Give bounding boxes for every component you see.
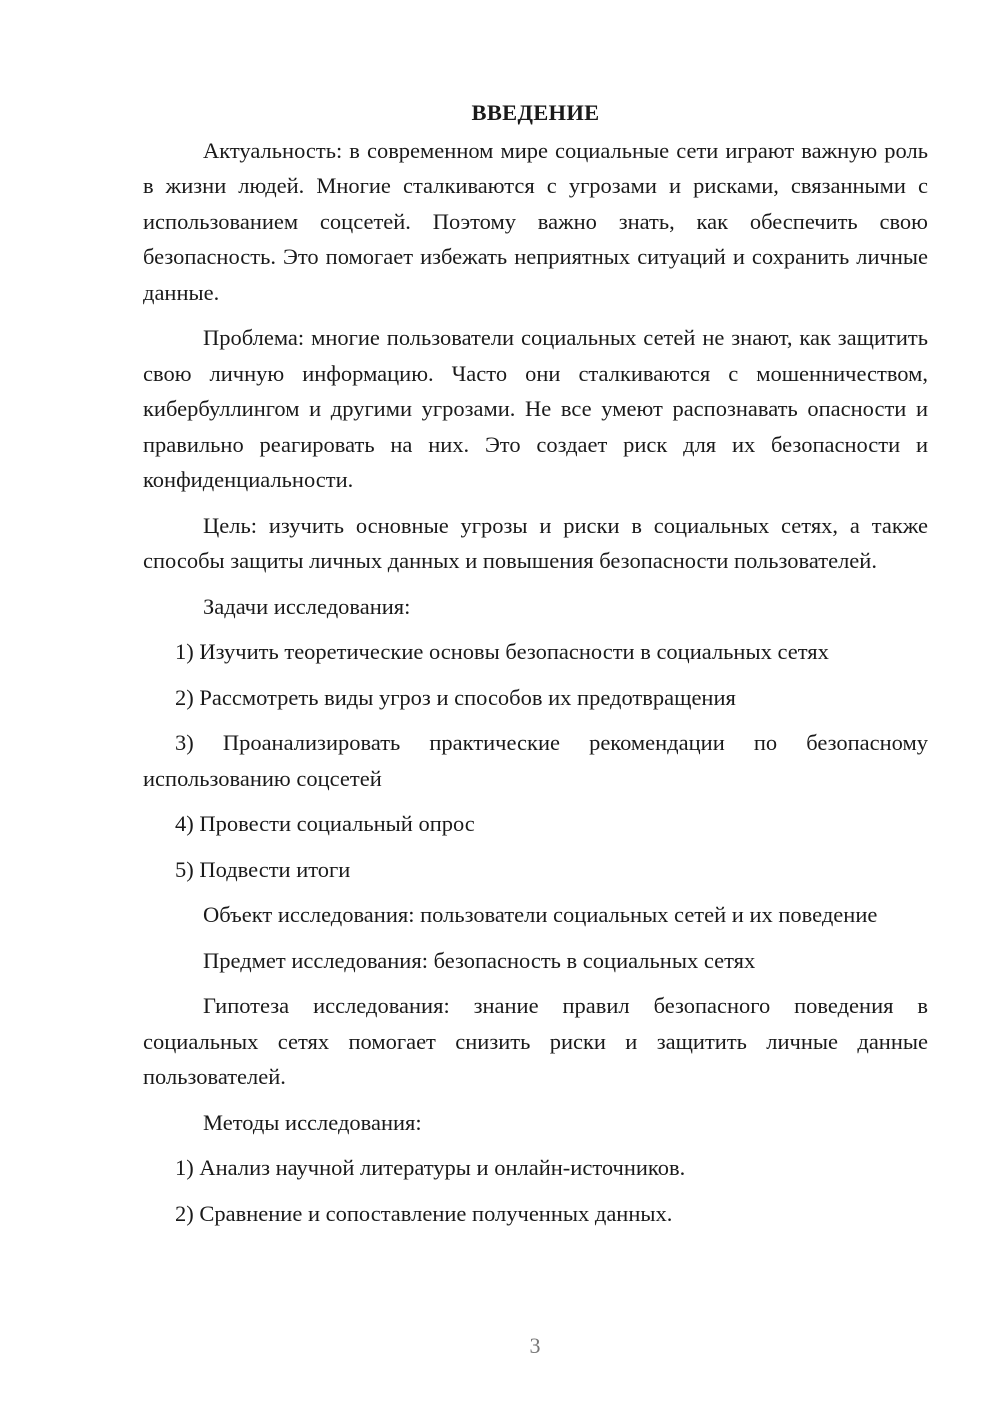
paragraph-goal: Цель: изучить основные угрозы и риски в социальных сетях, а также способы защиты личных данных и повышения безопасности пользователей. bbox=[143, 512, 928, 573]
paragraph-hypothesis: Гипотеза исследования: знание правил безопасного поведения в социальных сетях помогает снизить риски и защитить личные данные пользователей. bbox=[143, 993, 928, 1089]
paragraph-problem: Проблема: многие пользователи социальных сетей не знают, как защитить свою личную информацию. Часто они сталкиваются с мошенничеством, кибербуллингом и другими угрозами. Не все умеют распознавать опасности и правильно реагировать на них. Это создает риск для их безопасности и конфиденциальности. bbox=[143, 325, 928, 492]
paragraph-subject: Предмет исследования: безопасность в социальных сетях bbox=[203, 947, 756, 973]
page-number: 3 bbox=[529, 1333, 541, 1358]
task-item-2: 2) Рассмотреть виды угроз и способов их предотвращения bbox=[175, 684, 736, 710]
methods-heading: Методы исследования: bbox=[203, 1109, 422, 1135]
method-item-2: 2) Сравнение и сопоставление полученных данных. bbox=[175, 1200, 673, 1226]
task-item-3: 3) Проанализировать практические рекомендации по безопасному использованию соцсетей bbox=[143, 730, 928, 791]
tasks-heading: Задачи исследования: bbox=[203, 593, 411, 619]
page-title: ВВЕДЕНИЕ bbox=[471, 100, 600, 125]
task-item-1: 1) Изучить теоретические основы безопасности в социальных сетях bbox=[175, 639, 829, 664]
method-item-1: 1) Анализ научной литературы и онлайн-источников. bbox=[175, 1155, 686, 1180]
task-item-4: 4) Провести социальный опрос bbox=[175, 811, 475, 836]
task-item-5: 5) Подвести итоги bbox=[175, 856, 351, 882]
paragraph-relevance: Актуальность: в современном мире социальные сети играют важную роль в жизни людей. Многие сталкиваются с угрозами и рисками, связанными с использованием соцсетей. Поэтому важно знать, как обеспечить свою безопасность. Это помогает избежать неприятных ситуаций и сохранить личные данные. bbox=[143, 137, 928, 305]
page-content bbox=[143, 95, 928, 1241]
paragraph-object: Объект исследования: пользователи социальных сетей и их поведение bbox=[203, 902, 878, 927]
